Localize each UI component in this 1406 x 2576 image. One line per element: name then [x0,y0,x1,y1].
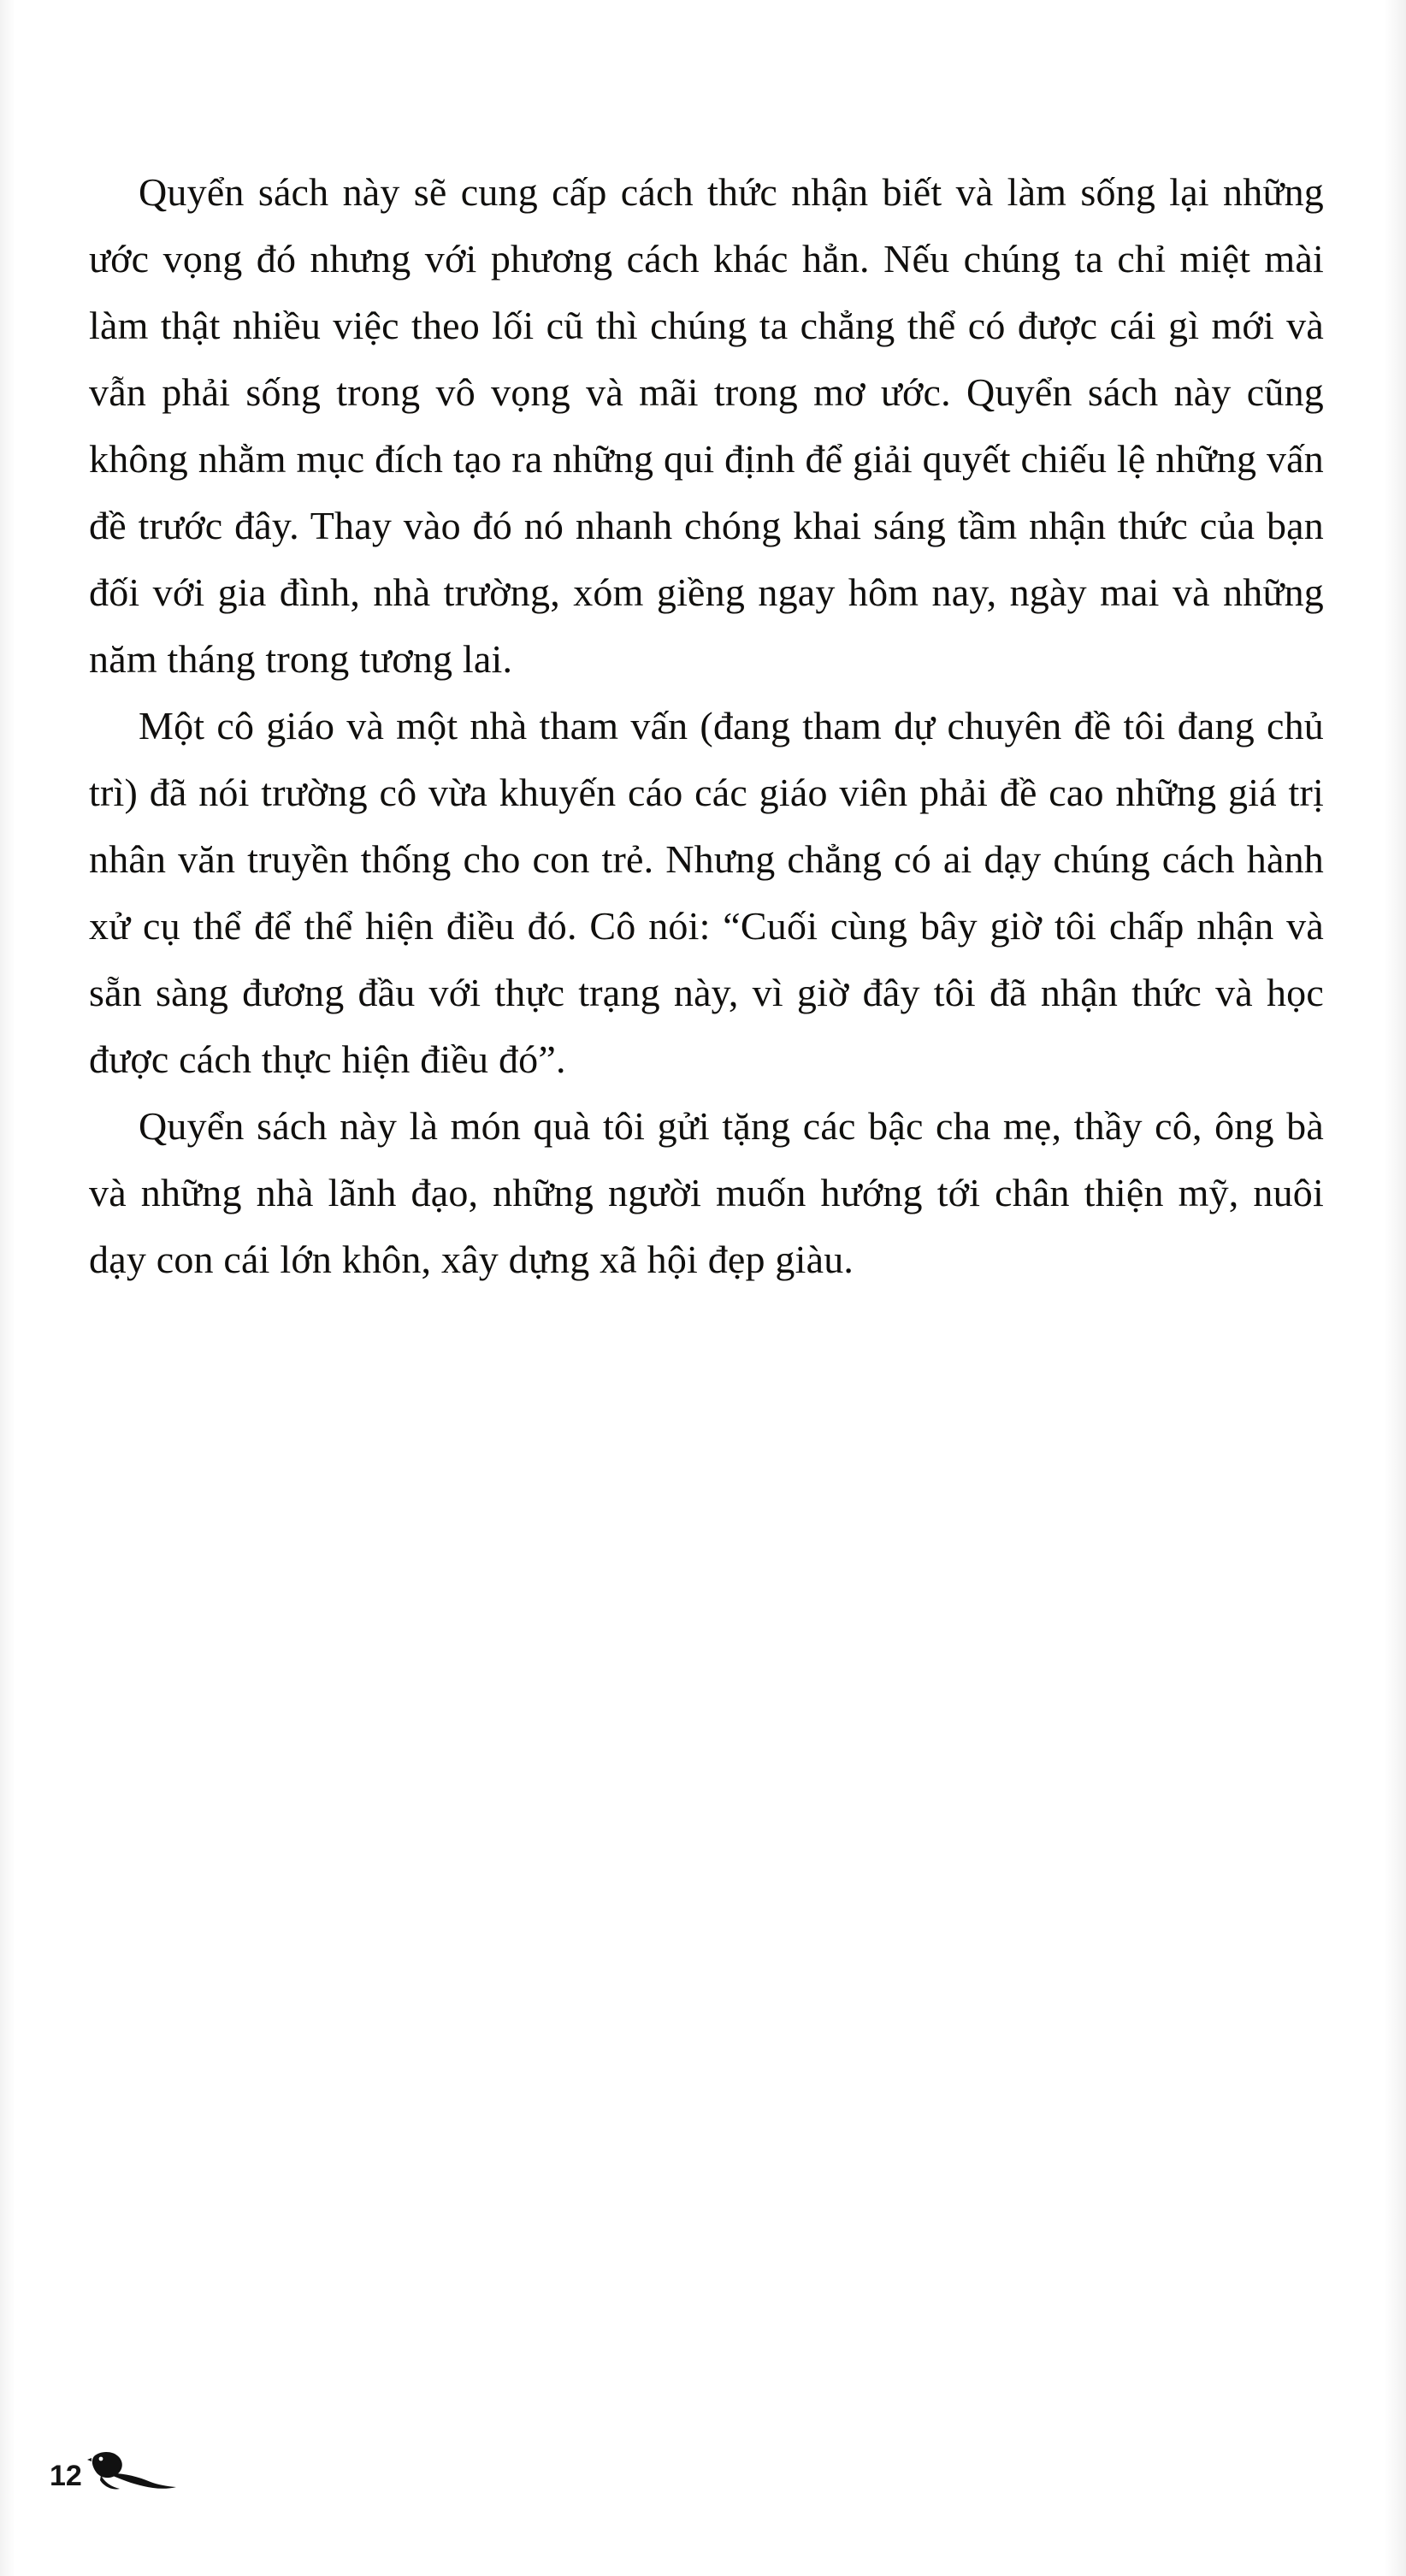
paragraph-3: Quyển sách này là món quà tôi gửi tặng các bậc cha mẹ, thầy cô, ông bà và những nhà lãnh đạo, những người muốn hướng tới chân thiện mỹ, nuôi dạy con cái lớn khôn, xây dựng xã hội đẹp giàu. [89,1104,1324,1281]
page-footer [50,2448,181,2494]
paragraph-2: Một cô giáo và một nhà tham vấn (đang tham dự chuyên đề tôi đang chủ trì) đã nói trường cô vừa khuyến cáo các giáo viên phải đề cao những giá trị nhân văn truyền thống cho con trẻ. Nhưng chẳng có ai dạy chúng cách hành xử cụ thể để thể hiện điều đó. Cô nói: “Cuối cùng bây giờ tôi chấp nhận và sẵn sàng đương đầu với thực trạng này, vì giờ đây tôi đã nhận thức và học được cách thực hiện điều đó”. [89,704,1324,1081]
paragraph-1: Quyển sách này sẽ cung cấp cách thức nhận biết và làm sống lại những ước vọng đó nhưng với phương cách khác hẳn. Nếu chúng ta chỉ miệt mài làm thật nhiều việc theo lối cũ thì chúng ta chẳng thể có được cái gì mới và vẫn phải sống trong vô vọng và mãi trong mơ ước. Quyển sách này cũng không nhằm mục đích tạo ra những qui định để giải quyết chiếu lệ những vấn đề trước đây. Thay vào đó nó nhanh chóng khai sáng tầm nhận thức của bạn đối với gia đình, nhà trường, xóm giềng ngay hôm nay, ngày mai và những năm tháng trong tương lai. [89,170,1324,681]
page-number: 12 [50,2460,82,2492]
page-right-edge-shadow [1384,0,1406,2576]
bird-flourish-icon [87,2448,181,2494]
page-left-edge-shadow [0,0,15,2576]
body-text-block [89,159,1324,1293]
